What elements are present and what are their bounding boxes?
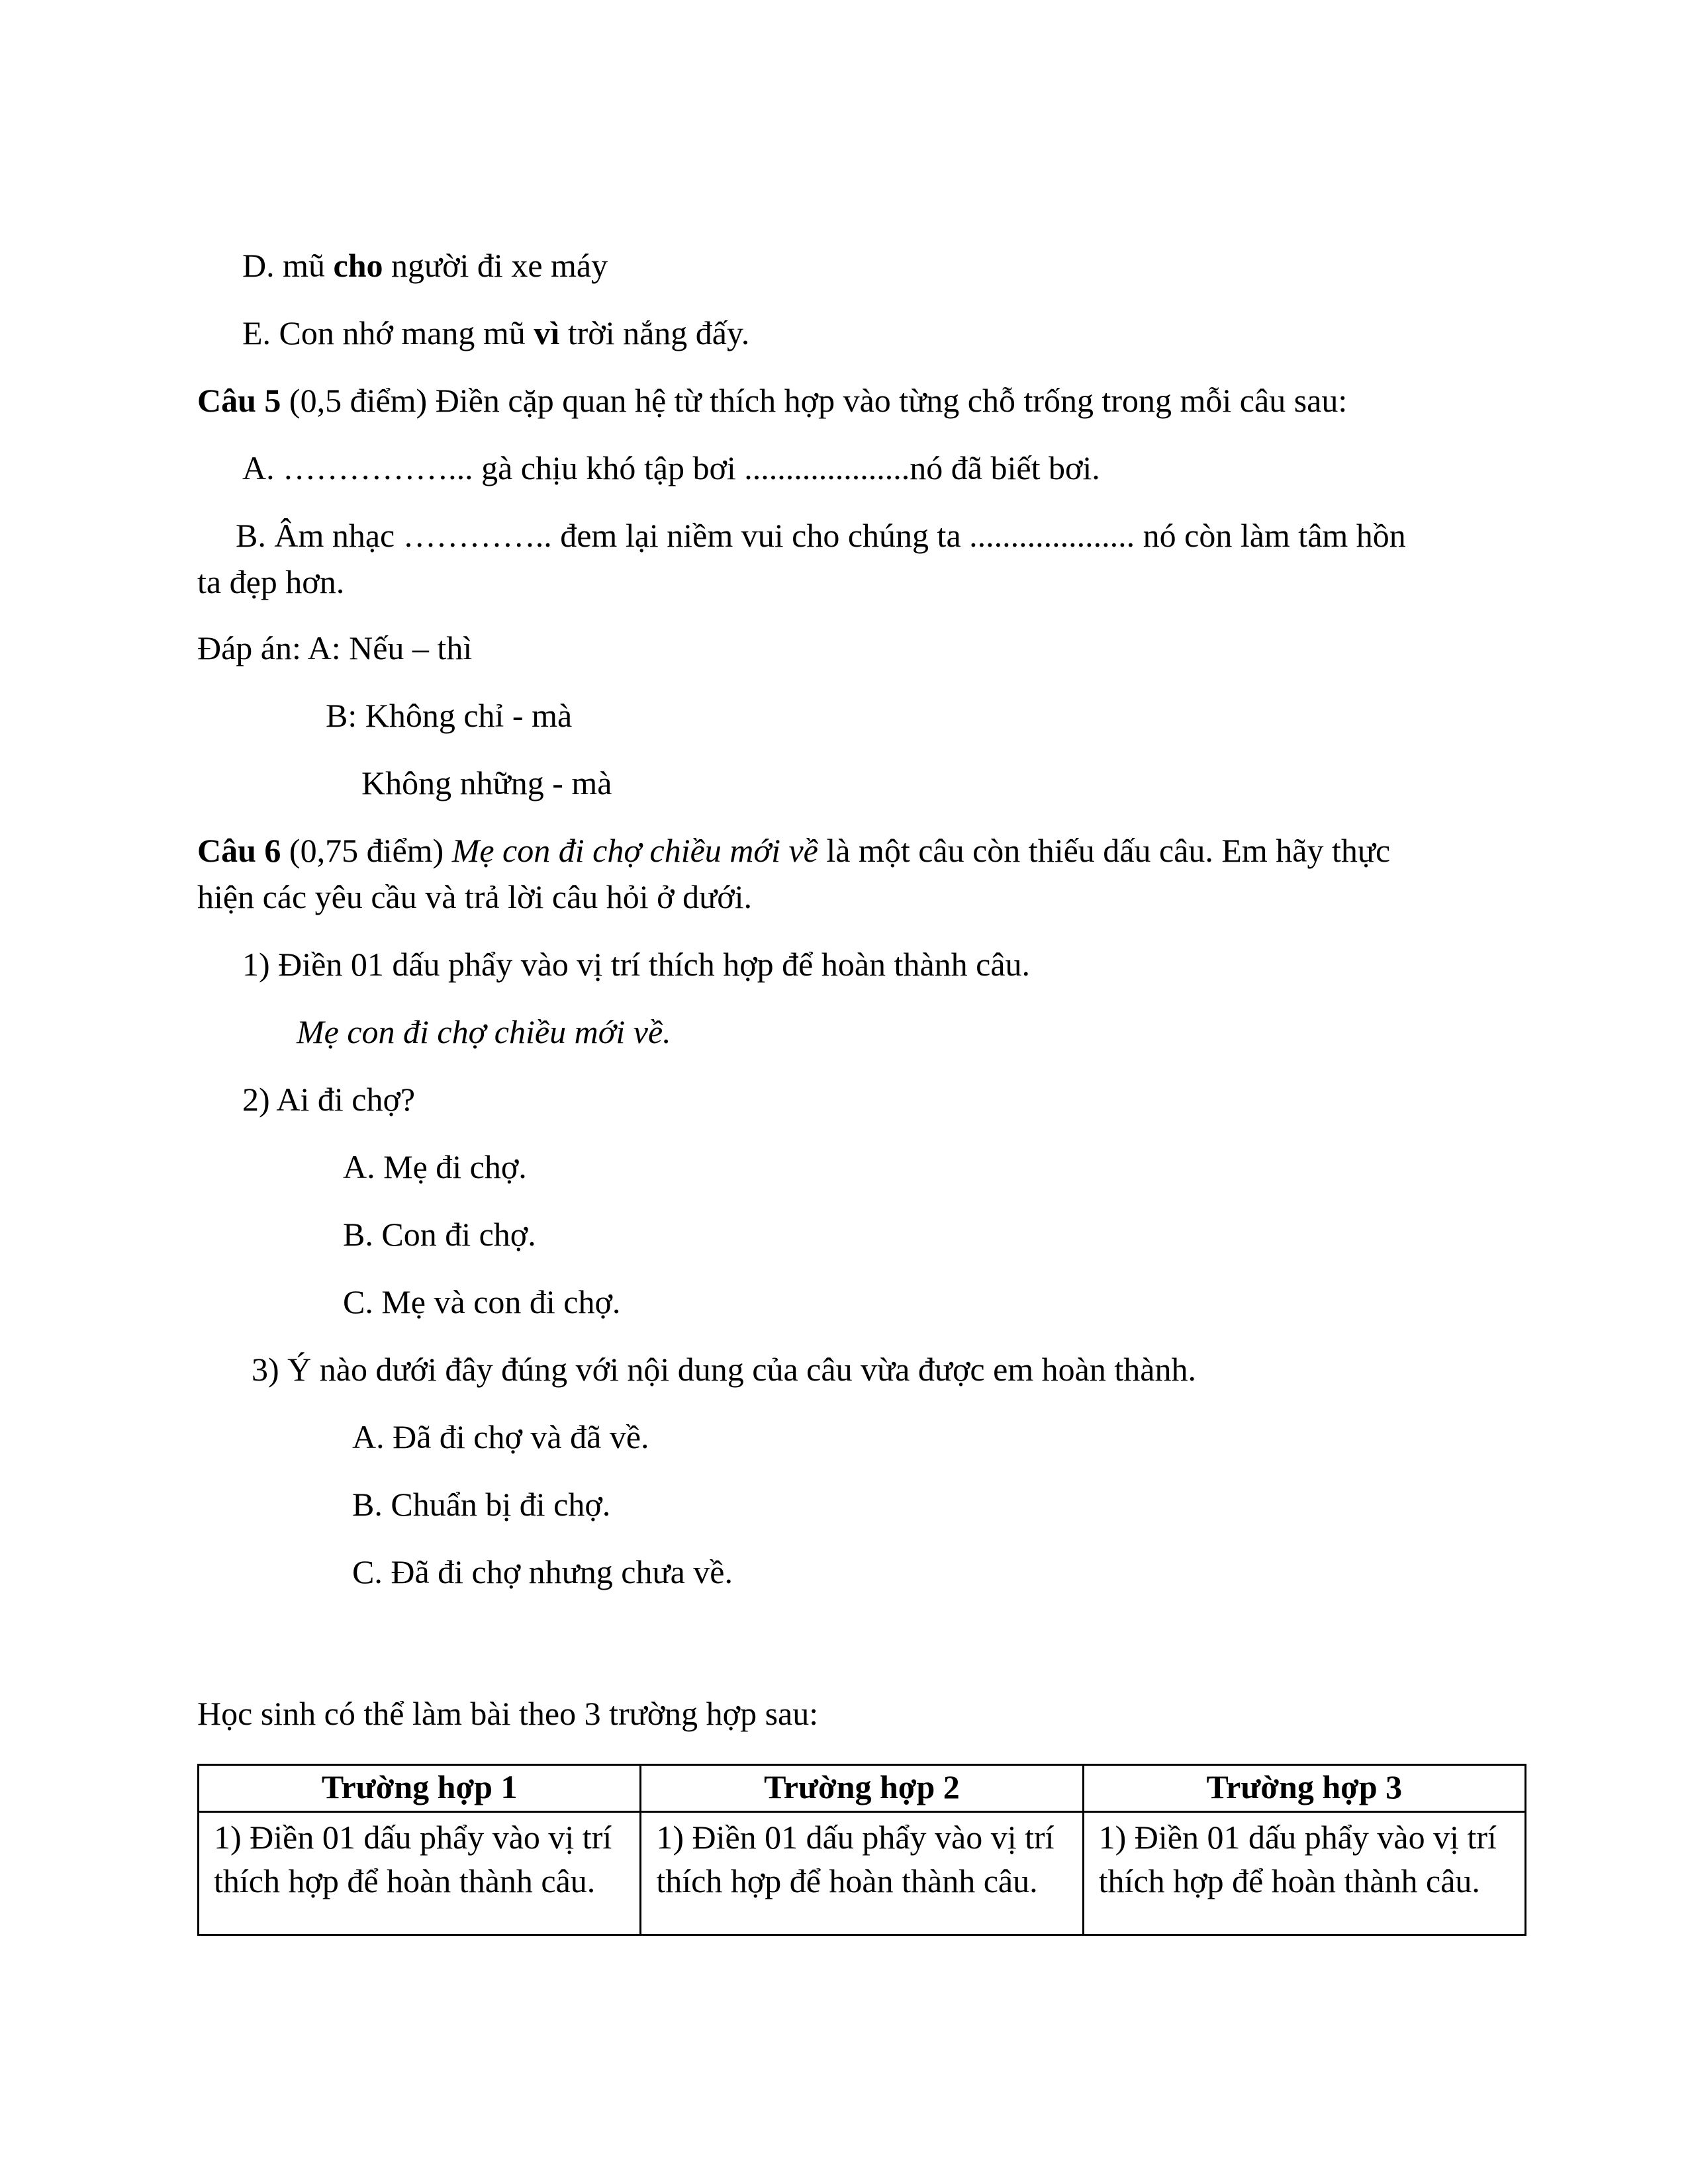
q6-task3-option-a: A. Đã đi chợ và đã về.: [352, 1418, 649, 1455]
option-d-pre: D. mũ: [242, 247, 334, 284]
option-d-bold: cho: [333, 247, 383, 284]
cases-table: [197, 1764, 1526, 1936]
q5-label: Câu 5: [197, 382, 281, 419]
case-2-cell: 1) Điền 01 dấu phẩy vào vị trí thích hợp để hoàn thành câu.: [641, 1812, 1083, 1935]
q6-task2-option-b: B. Con đi chợ.: [343, 1216, 536, 1253]
q6-task2: 2) Ai đi chợ?: [242, 1081, 416, 1118]
q6-task3-option-b: B. Chuẩn bị đi chợ.: [352, 1486, 611, 1523]
q6-task1: 1) Điền 01 dấu phẩy vào vị trí thích hợp để hoàn thành câu.: [242, 946, 1031, 983]
option-d: [242, 249, 608, 282]
q6-task2-option-a: A. Mẹ đi chợ.: [343, 1148, 527, 1185]
q5-heading: [197, 384, 1347, 417]
q5-answer-b1: B: Không chỉ - mà: [326, 697, 573, 734]
q5-answer-a: Đáp án: A: Nếu – thì: [197, 629, 473, 666]
q6-points: (0,75 điểm): [281, 832, 452, 869]
q5-item-a: A. ……………... gà chịu khó tập bơi ....................nó đã biết bơi.: [242, 449, 1100, 486]
option-e-post: trời nắng đấy.: [559, 314, 750, 351]
q6-heading-line1: [197, 834, 1390, 867]
case-1-cell: 1) Điền 01 dấu phẩy vào vị trí thích hợp để hoàn thành câu.: [199, 1812, 641, 1935]
q5-item-b-line1: B. Âm nhạc ………….. đem lại niềm vui cho chúng ta .................... nó còn làm tâm hồn: [236, 517, 1406, 554]
case-1-header: Trường hợp 1: [199, 1765, 641, 1812]
option-e-bold: vì: [534, 314, 560, 351]
q6-task3: 3) Ý nào dưới đây đúng với nội dung của câu vừa được em hoàn thành.: [252, 1351, 1196, 1388]
q6-heading-line2: hiện các yêu cầu và trả lời câu hỏi ở dưới.: [197, 878, 753, 915]
option-d-post: người đi xe máy: [383, 247, 608, 284]
case-3-header: Trường hợp 3: [1083, 1765, 1525, 1812]
q5-prompt: (0,5 điểm) Điền cặp quan hệ từ thích hợp vào từng chỗ trống trong mỗi câu sau:: [281, 382, 1348, 419]
case-2-header: Trường hợp 2: [641, 1765, 1083, 1812]
q6-sentence: Mẹ con đi chợ chiều mới về: [451, 832, 818, 869]
option-e-pre: E. Con nhớ mang mũ: [242, 314, 534, 351]
cases-header-row: [199, 1765, 1526, 1812]
q6-prompt-rest: là một câu còn thiếu dấu câu. Em hãy thực: [818, 832, 1391, 869]
q6-task2-option-c: C. Mẹ và con đi chợ.: [343, 1283, 621, 1320]
case-3-cell: 1) Điền 01 dấu phẩy vào vị trí thích hợp để hoàn thành câu.: [1083, 1812, 1525, 1935]
q5-answer-b2: Không những - mà: [361, 764, 612, 801]
q6-task1-sentence: Mẹ con đi chợ chiều mới về.: [297, 1013, 671, 1050]
q5-item-b-line2: ta đẹp hơn.: [197, 563, 345, 600]
q6-label: Câu 6: [197, 832, 281, 869]
q6-task3-option-c: C. Đã đi chợ nhưng chưa về.: [352, 1553, 733, 1590]
option-e: [242, 316, 749, 349]
table-row: [199, 1812, 1526, 1935]
cases-intro: Học sinh có thể làm bài theo 3 trường hợp sau:: [197, 1695, 819, 1732]
